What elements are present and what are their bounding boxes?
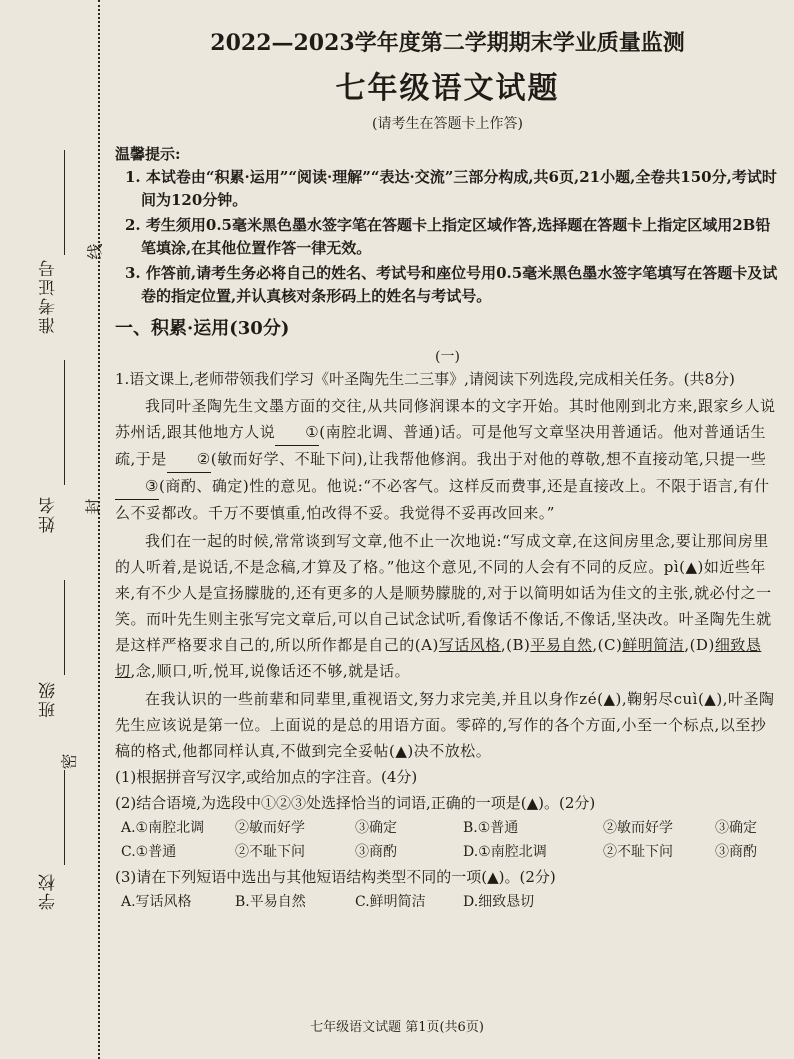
passage-paragraph-3: 在我认识的一些前辈和同辈里,重视语文,努力求完美,并且以身作zé(▲),鞠躬尽cuì(▲),叶圣陶先生应该说是第一位。上面说的是总的用语方面。零碎的,写作的各个方面,小至一个标点,以至抄稿的格式,他都同样认真,不做到完全妥帖(▲)决不放松。 <box>115 690 775 760</box>
option-c-1: C.①普通 <box>121 844 177 860</box>
blank-1: ① <box>275 419 319 446</box>
option-b-2: ②敏而好学 <box>603 820 673 836</box>
option-b-3: ③确定 <box>715 820 757 836</box>
tips-heading: 温馨提示: <box>115 145 181 163</box>
exam-id-field <box>64 150 65 255</box>
exam-title: 2022—2023学年度第二学期期末学业质量监测 <box>210 30 685 56</box>
subsection-label: (一) <box>435 349 460 365</box>
option-a-1: A.①南腔北调 <box>121 820 205 836</box>
side-mark-seal: 封 <box>83 498 103 515</box>
school-field <box>64 770 65 865</box>
phrase-d: 细致恳切 <box>115 636 762 680</box>
option-d: D.细致恳切 <box>463 894 535 910</box>
exam-content <box>115 18 780 914</box>
phrase-c: 鲜明简洁 <box>622 636 685 654</box>
school-label: 学校 <box>39 872 59 910</box>
option-d-3: ③商酌 <box>715 844 757 860</box>
passage-paragraph-1: 我同叶圣陶先生文墨方面的交往,从共同修润课本的文字开始。其时他刚到北方来,跟家乡人说苏州话,跟其他地方人说 ①(南腔北调、普通)话。可是他写文章坚决用普通话。他对普通话生疏,于是 ②(敏而好学、不耻下问),让我帮他修润。我出于对他的尊敬,想不直接动笔,只提一些③(商酌、确定)性的意见。他说:“不必客气。这样反而费事,还是直接改上。不限于语言,有什么不妥都改。千万不要慎重,怕改得不妥。我觉得不妥再改回来。” <box>115 397 776 522</box>
binding-dotted-line <box>98 0 100 1059</box>
page-footer: 七年级语文试题 第1页(共6页) <box>310 1020 484 1035</box>
phrase-b: 平易自然 <box>530 636 593 654</box>
class-label: 班级 <box>39 680 59 718</box>
task-2: (2)结合语境,为选段中①②③处选择恰当的词语,正确的一项是(▲)。(2分) <box>115 794 596 812</box>
option-a: A.写话风格 <box>121 894 192 910</box>
task-3-options <box>115 890 780 914</box>
exam-instruction: (请考生在答题卡上作答) <box>372 116 523 132</box>
question-intro: 1.语文课上,老师带领我们学习《叶圣陶先生二三事》,请阅读下列选段,完成相关任务。(共8分) <box>115 370 735 388</box>
task-2-options-row-1 <box>115 816 780 840</box>
option-b: B.平易自然 <box>235 894 306 910</box>
option-a-3: ③确定 <box>355 820 397 836</box>
option-d-2: ②不耻下问 <box>603 844 673 860</box>
option-c-3: ③商酌 <box>355 844 397 860</box>
name-label: 姓名 <box>39 495 59 533</box>
task-1: (1)根据拼音写汉字,或给加点的字注音。(4分) <box>115 768 418 786</box>
task-2-options-row-2 <box>115 840 780 864</box>
blank-2: ② <box>167 446 211 473</box>
exam-subject-title: 七年级语文试题 <box>335 71 560 106</box>
tip-item: 3. 作答前,请考生务必将自己的姓名、考试号和座位号用0.5毫米黑色墨水签字笔填写在答题卡及试卷的指定位置,并认真核对条形码上的姓名与考试号。 <box>125 264 778 305</box>
option-c-2: ②不耻下问 <box>235 844 305 860</box>
option-c: C.鲜明简洁 <box>355 894 426 910</box>
passage-paragraph-2: 我们在一起的时候,常常谈到写文章,他不止一次地说:“写成文章,在这间房里念,要让那间房里的人听着,是说话,不是念稿,才算及了格。”他这个意见,不同的人会有不同的反应。pì(▲)如近些年来,有不少人是宣扬朦胧的,还有更多的人是顺势朦胧的,对于以简明如话为佳文的主张,就必付之一笑。而叶先生则主张写完文章后,可以自己试念试听,看像话不像话,不像话,坚决改。叶圣陶先生就是这样严格要求自己的,所以所作都是自己的(A)写话风格,(B)平易自然,(C)鲜明简洁,(D)细致恳切,念,顺口,听,悦耳,说像话还不够,就是话。 <box>115 532 772 680</box>
side-mark-secret: 密 <box>59 753 79 770</box>
blank-3: ③ <box>115 473 159 500</box>
task-3: (3)请在下列短语中选出与其他短语结构类型不同的一项(▲)。(2分) <box>115 868 556 886</box>
tip-item: 2. 考生须用0.5毫米黑色墨水签字笔在答题卡上指定区域作答,选择题在答题卡上指定区域用2B铅笔填涂,在其他位置作答一律无效。 <box>125 216 771 257</box>
section-heading: 一、积累·运用(30分) <box>115 318 290 339</box>
class-field <box>64 580 65 675</box>
option-b-1: B.①普通 <box>463 820 519 836</box>
exam-id-label: 准考证号 <box>39 258 59 334</box>
option-a-2: ②敏而好学 <box>235 820 305 836</box>
side-mark-line: 线 <box>85 243 105 260</box>
phrase-a: 写话风格 <box>438 636 501 654</box>
name-field <box>64 360 65 485</box>
tip-item: 1. 本试卷由“积累·运用”“阅读·理解”“表达·交流”三部分构成,共6页,21小题,全卷共150分,考试时间为120分钟。 <box>125 168 777 209</box>
option-d-1: D.①南腔北调 <box>463 844 547 860</box>
